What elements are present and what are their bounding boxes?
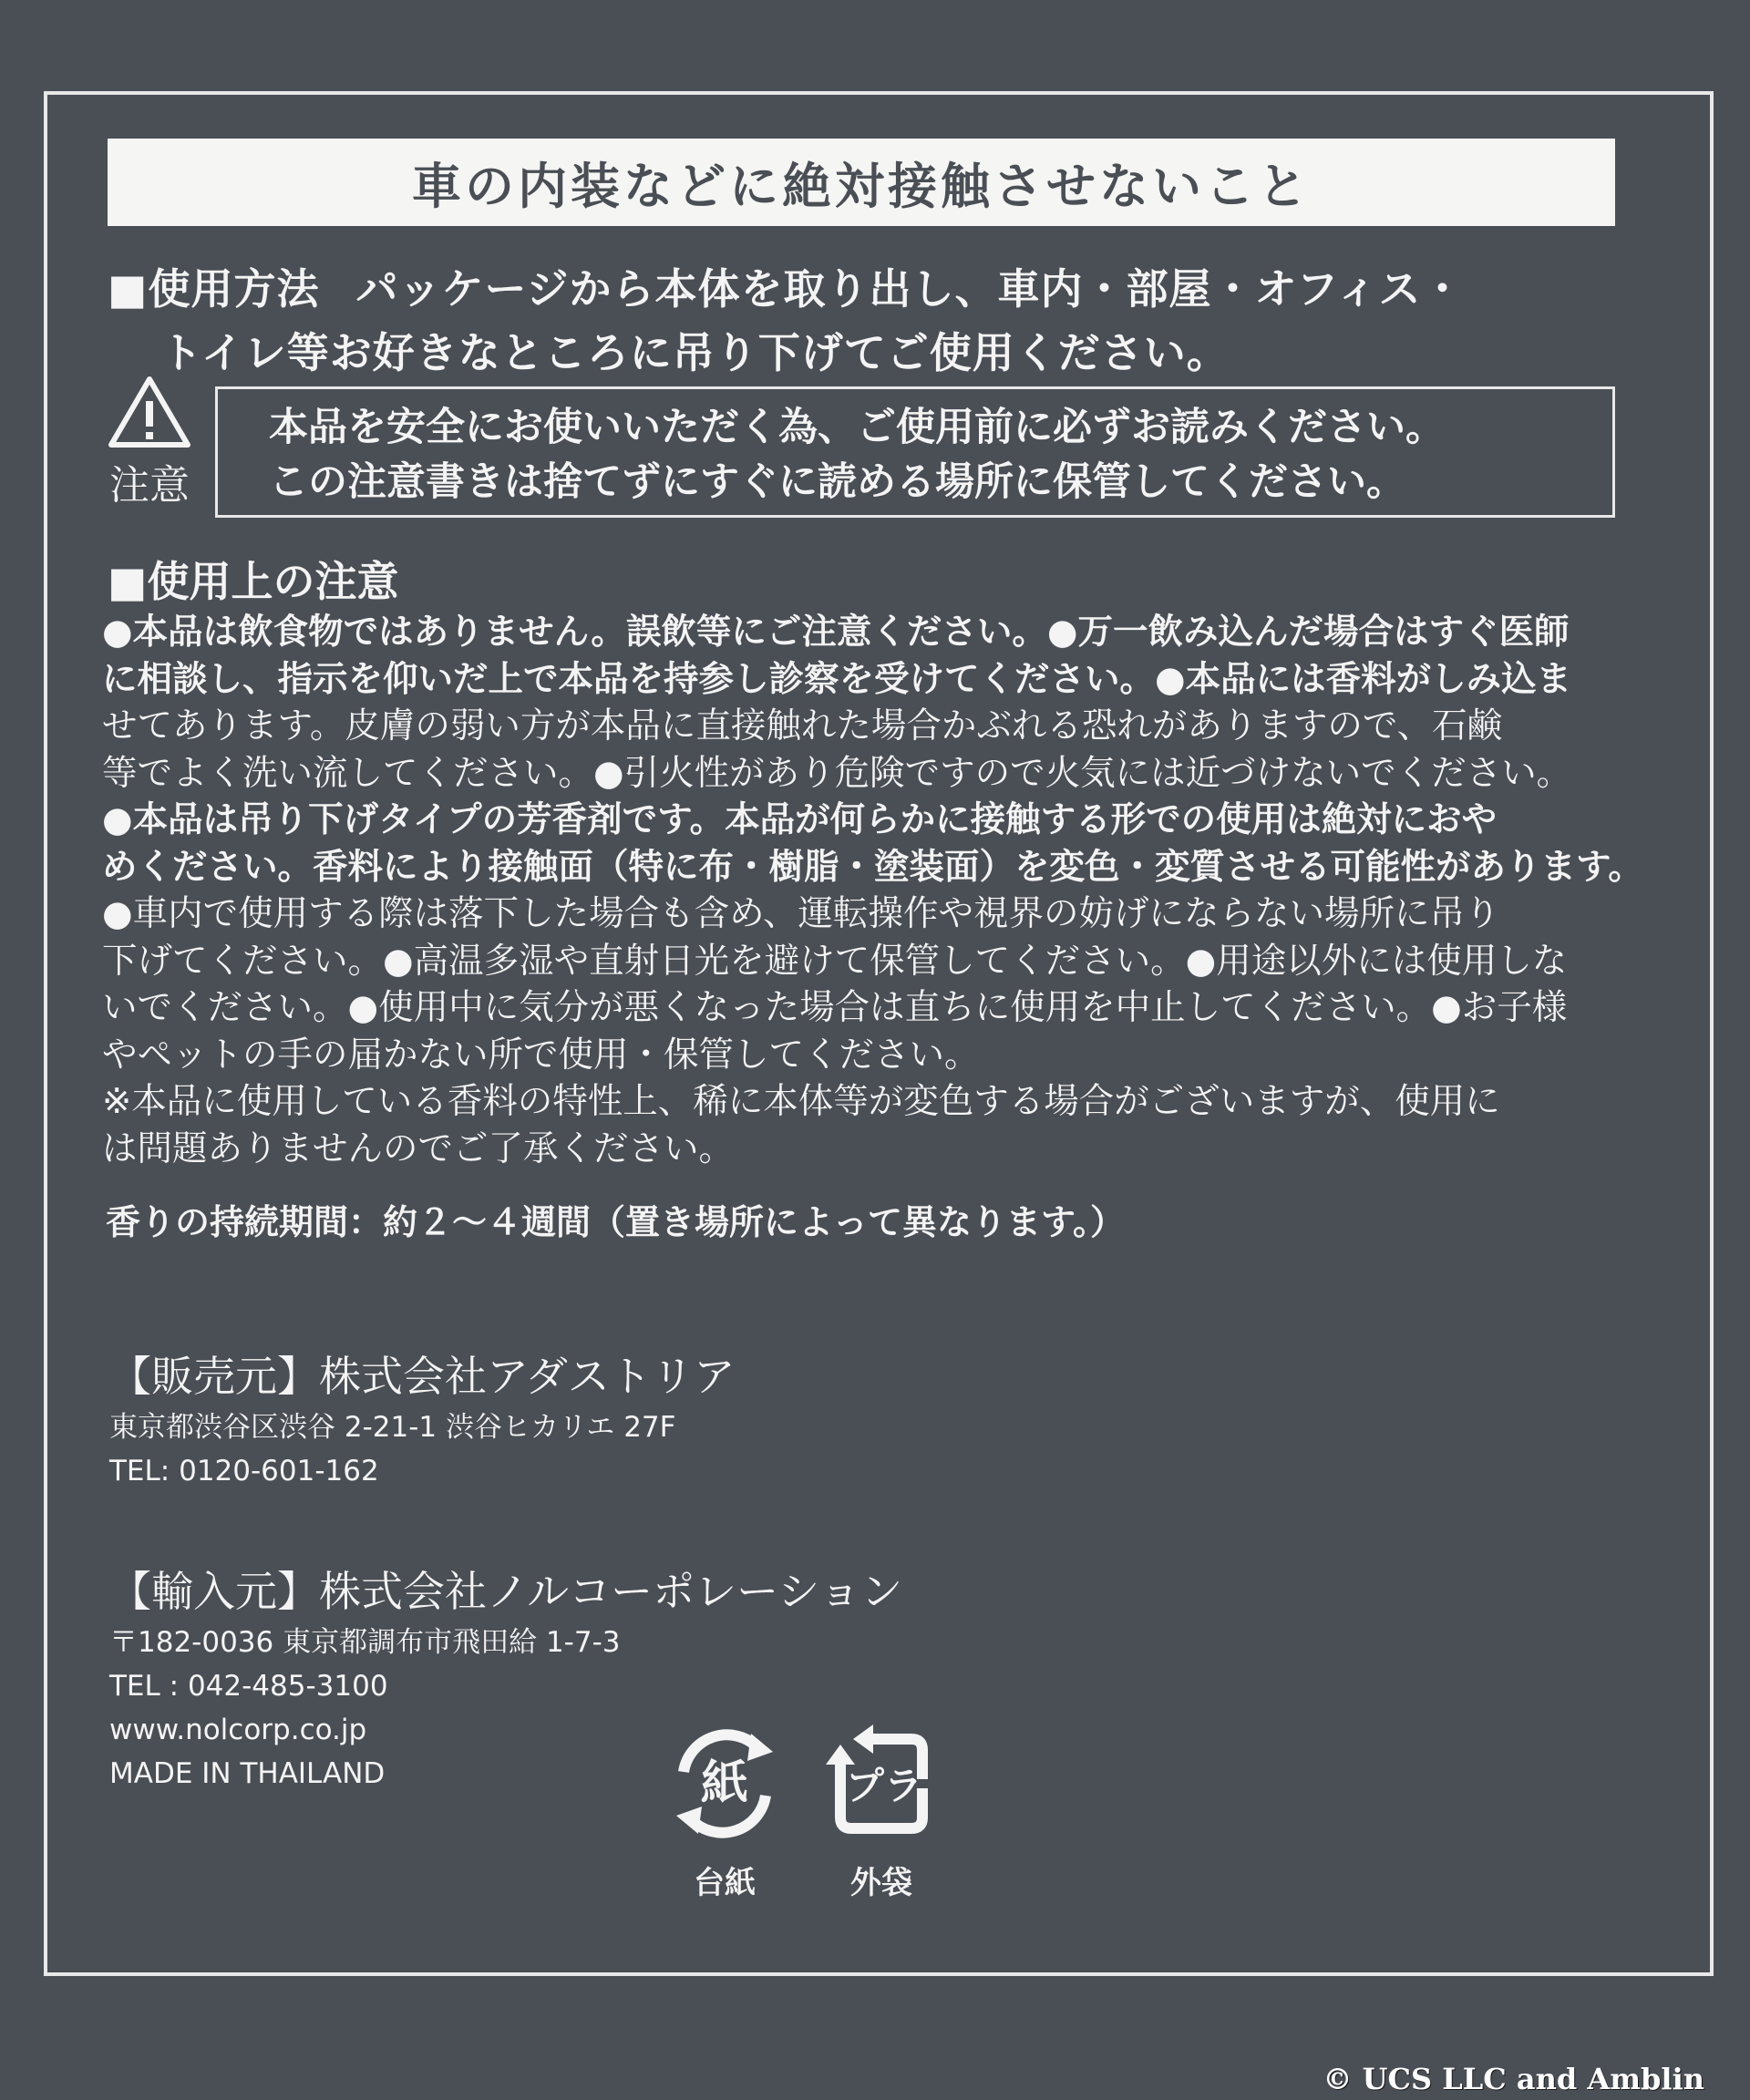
plastic-symbol-text: プラ bbox=[845, 1764, 923, 1808]
plastic-recycle-label: 外袋 bbox=[850, 1865, 912, 1901]
usage-line-1: パッケージから本体を取り出し、車内・部屋・オフィス・ bbox=[355, 264, 1465, 314]
fragrance-duration: 香りの持続期間：約２～４週間（置き場所によって異なります。） bbox=[106, 1202, 1125, 1242]
copyright-notice: © UCS LLC and Amblin bbox=[1323, 2062, 1704, 2096]
usage-heading: ■使用方法 bbox=[108, 264, 320, 314]
usage-line-2: トイレ等お好きなところに吊り下げてご使用ください。 bbox=[160, 328, 1230, 377]
paper-recycle-label: 台紙 bbox=[694, 1865, 756, 1901]
caution-line: やペットの手の届かない所で使用・保管してください。 bbox=[102, 1034, 980, 1076]
caution-line: いでください。●使用中に気分が悪くなった場合は直ちに使用を中止してください。●お子様 bbox=[102, 987, 1568, 1028]
paper-recycle-mark bbox=[647, 1715, 802, 1902]
warning-banner: 車の内装などに絶対接触させないこと bbox=[108, 139, 1615, 226]
paper-symbol-text: 紙 bbox=[700, 1756, 749, 1811]
seller-info bbox=[109, 1347, 1021, 1493]
seller-title: 【販売元】株式会社アダストリア bbox=[109, 1352, 736, 1401]
caution-line: ※本品に使用している香料の特性上、稀に本体等が変色する場合がございますが、使用に bbox=[102, 1081, 1500, 1122]
caution-line: せてあります。皮膚の弱い方が本品に直接触れた場合かぶれる恐れがありますので、石鹸 bbox=[102, 705, 1503, 746]
caution-body bbox=[102, 609, 1642, 1172]
seller-address: 東京都渋谷区渋谷 2-21-1 渋谷ヒカリエ 27F bbox=[109, 1411, 676, 1444]
caution-line: 等でよく洗い流してください。●引火性があり危険ですので火気には近づけないでください。 bbox=[102, 752, 1572, 794]
warning-triangle-icon bbox=[106, 374, 193, 450]
caution-heading: ■使用上の注意 bbox=[108, 557, 399, 606]
caution-line: ●車内で使用する際は落下した場合も含め、運転操作や視界の妨げにならない場所に吊り bbox=[102, 893, 1500, 934]
country-of-origin: MADE IN THAILAND bbox=[109, 1757, 386, 1790]
notice-line-1: 本品を安全にお使いいただく為、ご使用前に必ずお読みください。 bbox=[269, 405, 1445, 450]
paper-recycle-icon bbox=[656, 1715, 793, 1852]
importer-tel: TEL : 042-485-3100 bbox=[109, 1670, 388, 1703]
caution-line: ●本品は吊り下げタイプの芳香剤です。本品が何らかに接触する形での使用は絶対におや bbox=[102, 799, 1498, 840]
caution-line: めください。香料により接触面（特に布・樹脂・塗装面）を変色・変質させる可能性があります。 bbox=[102, 846, 1643, 888]
seller-tel: TEL: 0120-601-162 bbox=[109, 1455, 379, 1488]
caution-line: 下げてください。●高温多湿や直射日光を避けて保管してください。●用途以外には使用しな bbox=[102, 940, 1568, 982]
importer-title: 【輸入元】株式会社ノルコーポレーション bbox=[109, 1567, 903, 1616]
plastic-recycle-mark bbox=[804, 1715, 959, 1902]
importer-address: 〒182-0036 東京都調布市飛田給 1-7-3 bbox=[109, 1626, 621, 1659]
caution-line: に相談し、指示を仰いだ上で本品を持参し診察を受けてください。●本品には香料がしみ込ま bbox=[102, 658, 1572, 700]
caution-line: は問題ありませんのでご了承ください。 bbox=[102, 1127, 735, 1169]
notice-box bbox=[215, 386, 1615, 518]
warning-symbol bbox=[102, 374, 197, 510]
caution-line: ●本品は飲食物ではありません。誤飲等にご注意ください。●万一飲み込んだ場合はすぐ医師 bbox=[102, 612, 1570, 653]
warning-label: 注意 bbox=[109, 462, 190, 509]
notice-line-2: この注意書きは捨てずにすぐに読める場所に保管してください。 bbox=[269, 459, 1405, 505]
importer-url: www.nolcorp.co.jp bbox=[109, 1714, 367, 1746]
usage-section bbox=[108, 257, 1639, 385]
plastic-recycle-icon bbox=[813, 1715, 950, 1852]
